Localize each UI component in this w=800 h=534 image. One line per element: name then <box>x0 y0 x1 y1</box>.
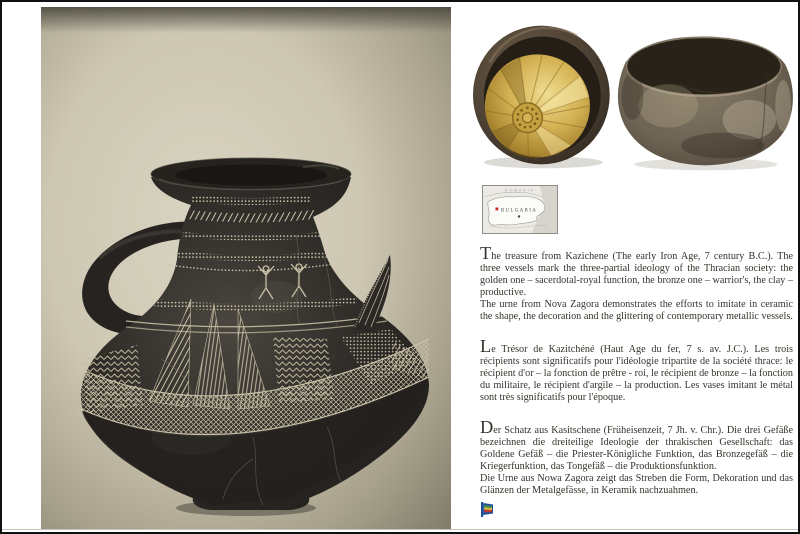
caption-text <box>480 244 793 497</box>
urn-photo <box>41 7 451 530</box>
map-marker-kazichene <box>496 208 499 211</box>
map-marker-nova-zagora <box>518 215 520 217</box>
caption-en-p1: The treasure from Kazichene (The early Iron Age, 7 century B.C.). The three vessels mark the three-partial ideology of the Thracian society: the golden one – sacerdotal-royal function, the bronze one – warrior's, the clay – productive. <box>480 243 794 298</box>
bulgaria-map <box>482 185 558 234</box>
caption-en-p2: The urne from Nova Zagora demonstrates the efforts to imitate in ceramic the shape, the decoration and the glittering of contemporary metallic vessels. <box>480 299 793 322</box>
bowls-photo <box>470 14 797 172</box>
map-country-label: BULGARIA <box>500 208 538 214</box>
urn-illustration <box>41 7 451 530</box>
bowls-illustration <box>470 14 797 172</box>
map-neighbor-label: ROMANIA <box>505 188 535 193</box>
publisher-flag-icon <box>480 502 494 517</box>
caption-de-p1: Der Schatz aus Kasitschene (Früheisenzeit, 7 Jh. v. Chr.). Die drei Gefäße bezeichnen die dreiteilige Ideologie der thrakischen Gesellschaft: das Goldene Gefäß – die Priester-Königliche Funktion, das Bronzegefäß – die Kriegerfunktion, das Tongefäß – die Produktionsfunktion. <box>480 417 793 472</box>
caption-fr-p1: Le Trésor de Kazitchéné (Haut Age du fer, 7 s. av. J.C.). Les trois récipients sont significatifs pour l'idéologie tripartite de la société thrace: le récipient d'or – la fonction de prêtre - roi, le récipient de bronze – la fonction du militaire, le récipient d'argile – la production. Les vases imitant le métal sont très significatifs pour l'époque. <box>480 336 793 403</box>
page-bottom-hairline <box>2 529 798 530</box>
caption-de-p2: Die Urne aus Nowa Zagora zeigt das Streben die Form, Dekoration und das Glänzen der Metalgefässe, in Keramik nachzuahmen. <box>480 473 793 496</box>
